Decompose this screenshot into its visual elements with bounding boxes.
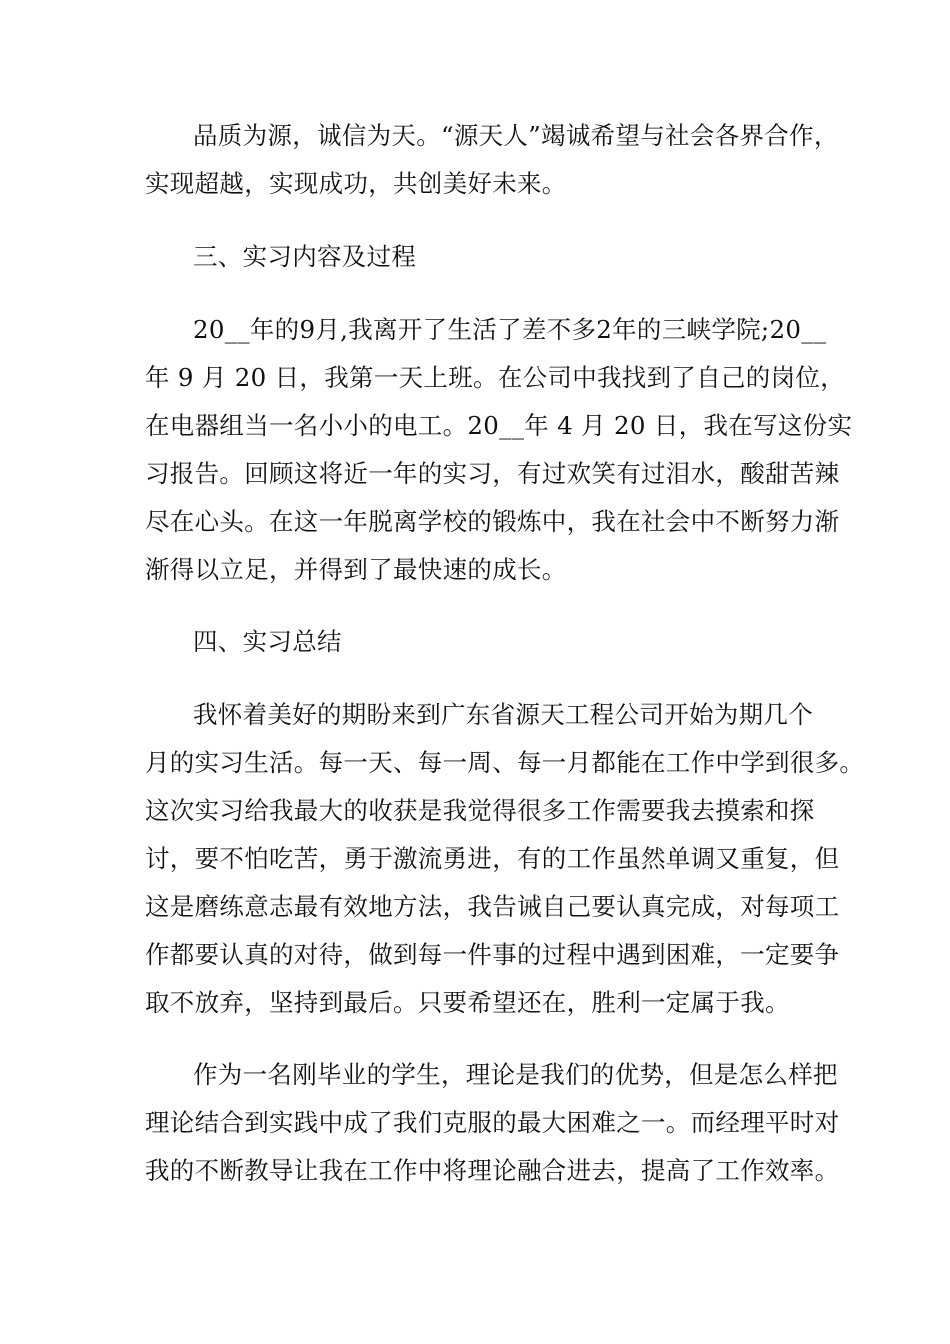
text-line: 讨，要不怕吃苦，勇于激流勇进，有的工作虽然单调又重复，但	[145, 844, 840, 873]
text-line: 品质为源，诚信为天。“源天人”竭诚希望与社会各界合作，	[193, 121, 839, 150]
text-line: 月的实习生活。每一天、每一周、每一月都能在工作中学到很多。	[145, 748, 865, 777]
text-line: 年 9 月 20 日，我第一天上班。在公司中我找到了自己的岗位，	[145, 363, 846, 392]
section-heading: 四、实习总结	[193, 627, 342, 656]
paragraph-summary-experience	[145, 691, 865, 1027]
section-heading: 三、实习内容及过程	[193, 242, 417, 271]
text-line: 我的不断教导让我在工作中将理论融合进去，提高了工作效率。	[145, 1156, 840, 1185]
paragraph-internship-process	[145, 306, 853, 594]
paragraph-theory-practice	[145, 1051, 840, 1195]
section-heading-internship-summary	[145, 618, 810, 666]
text-line: 取不放弃，坚持到最后。只要希望还在，胜利一定属于我。	[145, 988, 790, 1017]
text-line: 实现超越，实现成功，共创美好未来。	[145, 169, 567, 198]
text-line: 这次实习给我最大的收获是我觉得很多工作需要我去摸索和探	[145, 796, 815, 825]
text-line: 作都要认真的对待，做到每一件事的过程中遇到困难，一定要争	[145, 940, 840, 969]
document-page	[145, 112, 865, 1195]
text-line: 渐得以立足，并得到了最快速的成长。	[145, 555, 567, 584]
text-line: 20__年的9月,我离开了生活了差不多2年的三峡学院;20__	[193, 315, 827, 344]
text-line: 尽在心头。在这一年脱离学校的锻炼中，我在社会中不断努力渐	[145, 507, 840, 536]
text-line: 作为一名刚毕业的学生，理论是我们的优势，但是怎么样把	[193, 1060, 838, 1089]
text-line: 习报告。回顾这将近一年的实习，有过欢笑有过泪水，酸甜苦辣	[145, 459, 840, 488]
text-line: 在电器组当一名小小的电工。20__年 4 月 20 日，我在写这份实	[145, 411, 853, 440]
text-line: 这是磨练意志最有效地方法，我告诫自己要认真完成，对每项工	[145, 892, 840, 921]
text-line: 理论结合到实践中成了我们克服的最大困难之一。而经理平时对	[145, 1108, 840, 1137]
text-line: 我怀着美好的期盼来到广东省源天工程公司开始为期几个	[193, 700, 813, 729]
section-heading-internship-content	[145, 233, 810, 281]
paragraph-company-motto	[145, 112, 839, 208]
